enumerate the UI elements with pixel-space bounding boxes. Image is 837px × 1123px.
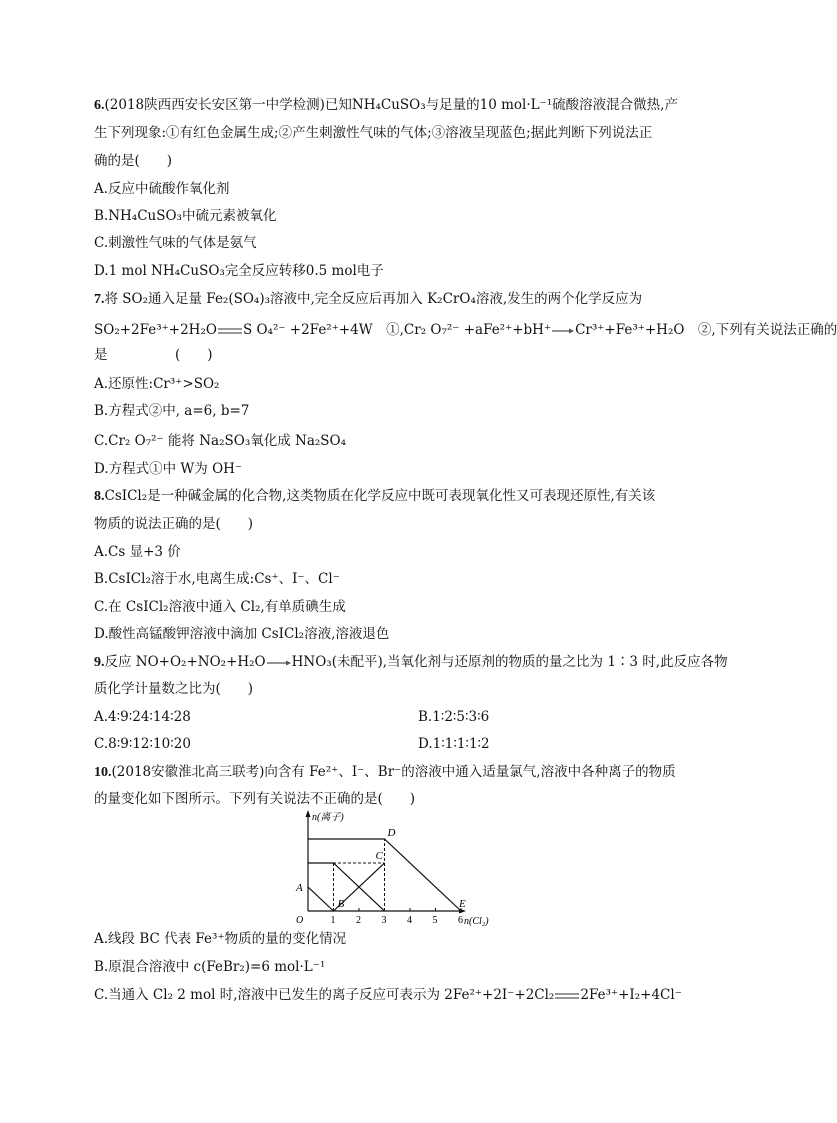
point-label-b: B [337,898,345,910]
q10-line1: 10.(2018安徽淮北高三联考)向含有 Fe²⁺、I⁻、Br⁻的溶液中通入适量氯气,溶液中各种离子的物质 [94,764,676,780]
q7-line3: 是 ( ) [94,347,213,363]
x-tick-label: 5 [432,915,438,926]
series-line-1 [308,863,385,911]
q10-option-c: C.当通入 Cl₂ 2 mol 时,溶液中已发生的离子反应可表示为 2Fe²⁺+2I⁻+2Cl₂ 2Fe³⁺+I₂+4Cl⁻ [94,987,682,1003]
q6-line2: 生下列现象:①有红色金属生成;②产生刺激性气味的气体;③溶液呈现蓝色;据此判断下列说法正 [94,125,653,141]
q9-options-row1 [94,708,490,726]
y-axis-label: n(离子) [312,812,344,823]
q7-equations: SO₂+2Fe³⁺+2H₂O S O₄²⁻ +2Fe²⁺+4W ①,Cr₂ O₇²⁻ +aFe²⁺+bH⁺ Cr³⁺+Fe³⁺+H₂O ②,下列有关说法正确的 [94,322,837,338]
q9-option-d: D.1∶1∶1∶1∶2 [418,736,490,752]
ion-amount-chart [290,808,510,926]
point-label-a: A [296,882,303,894]
q10-line2: 的量变化如下图所示。下列有关说法不正确的是( ) [94,791,416,807]
q8-line1: 8.CsICl₂是一种碱金属的化合物,这类物质在化学反应中既可表现氧化性又可表现还原性,有关该 [94,488,656,504]
q7-option-d: D.方程式①中 W为 OH⁻ [94,461,243,477]
q7-option-b: B.方程式②中, a=6, b=7 [94,403,250,419]
x-axis-label: n(Cl₂) [464,916,489,927]
q9-option-b: B.1∶2∶5∶3∶6 [418,709,490,725]
q6-option-d: D.1 mol NH₄CuSO₃完全反应转移0.5 mol电子 [94,263,384,279]
q6-line1: 6.(2018陕西西安长安区第一中学检测)已知NH₄CuSO₃与足量的10 mol·L⁻¹硫酸溶液混合微热,产 [94,97,678,113]
q8-option-b: B.CsICl₂溶于水,电离生成:Cs⁺、I⁻、Cl⁻ [94,571,340,587]
q6-option-c: C.刺激性气味的气体是氨气 [94,235,257,251]
equals-sign-icon [217,327,243,335]
x-tick-label: 4 [407,915,412,926]
x-tick-label: O [296,915,304,926]
x-tick-label: 6 [458,915,463,926]
q7-option-a: A.还原性:Cr³⁺>SO₂ [94,376,220,392]
series-line-0 [308,887,334,911]
q6-option-a: A.反应中硫酸作氧化剂 [94,181,230,197]
arrow-icon [551,327,575,335]
q8-option-a: A.Cs 显+3 价 [94,544,181,560]
q9-option-a: A.4∶9∶24∶14∶28 [94,709,191,725]
q9-line1: 9.反应 NO+O₂+NO₂+H₂O HNO₃(未配平),当氧化剂与还原剂的物质的量之比为 1∶3 时,此反应各物 [94,654,728,670]
x-tick-label: 3 [381,915,387,926]
q10-option-b: B.原混合溶液中 c(FeBr₂)=6 mol·L⁻¹ [94,959,326,975]
q7-option-c: C.Cr₂ O₇²⁻ 能将 Na₂SO₃氧化成 Na₂SO₄ [94,433,347,449]
q7-line1: 7.将 SO₂通入足量 Fe₂(SO₄)₃溶液中,完全反应后再加入 K₂CrO₄溶液,发生的两个化学反应为 [94,291,643,307]
q10-option-a: A.线段 BC 代表 Fe³⁺物质的量的变化情况 [94,931,347,947]
y-axis-arrow-icon [306,810,311,817]
q8-option-d: D.酸性高锰酸钾溶液中滴加 CsICl₂溶液,溶液退色 [94,626,390,642]
q8-option-c: C.在 CsICl₂溶液中通入 Cl₂,有单质碘生成 [94,599,346,615]
q9-options-row2 [94,735,490,753]
x-tick-label: 1 [330,915,336,926]
q8-line2: 物质的说法正确的是( ) [94,516,254,532]
point-label-c: C [375,850,383,862]
arrow-icon [266,659,292,667]
q6-line3: 确的是( ) [94,153,173,169]
q6-option-b: B.NH₄CuSO₃中硫元素被氧化 [94,208,277,224]
q9-line2: 质化学计量数之比为( ) [94,681,254,697]
x-tick-label: 2 [356,915,361,926]
equals-sign-icon [554,992,580,1000]
q9-option-c: C.8∶9∶12∶10∶20 [94,736,191,752]
point-label-d: D [387,827,396,839]
point-label-e: E [459,898,466,910]
